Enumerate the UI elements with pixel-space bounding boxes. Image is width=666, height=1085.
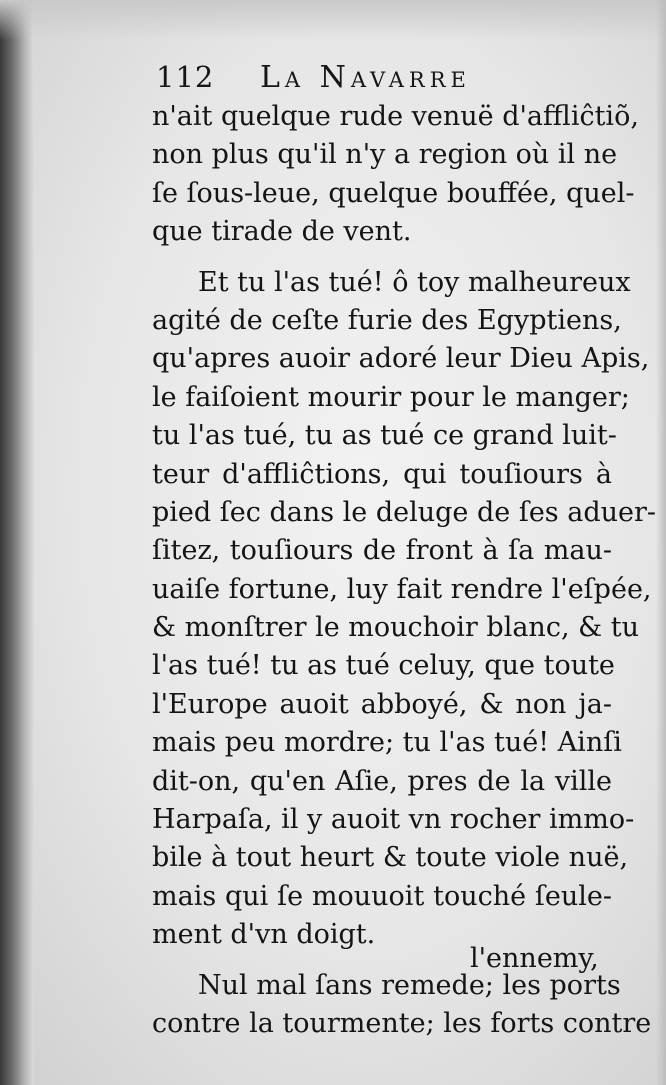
text-line: & monſtrer le mouchoir blanc, & tu [152,612,639,644]
text-line: non plus qu'il n'y a region où il ne [152,139,618,171]
text-line: qu'apres auoir adoré leur Dieu Apis, [152,343,650,375]
text-line: tu l'as tué, tu as tué ce grand luit- [152,420,617,452]
text-line: uaiſe fortune, luy fait rendre l'eſpée, [152,573,652,605]
text-line: ſitez, touſiours de front à ſa mau- [152,535,612,567]
text-line: le faiſoient mourir pour le manger; [152,381,630,413]
text-line: agité de ceſte furie des Egyptiens, [152,304,622,336]
text-line: pied ſec dans le deluge de ſes aduer- [152,496,657,528]
running-title: La Navarre [260,60,471,95]
body-text [152,98,657,1043]
page-header [152,58,512,98]
text-line: mais qui ſe mouuoit touché ſeule- [152,880,612,912]
text-line: contre la tourmente; les forts contre [152,1007,652,1039]
text-line: l'as tué! tu as tué celuy, que toute [152,650,615,682]
text-line: ſe ſous-leue, quelque bouffée, quel- [152,177,635,209]
text-line: bile à tout heurt & toute viole nuë, [152,842,629,874]
text-line: Harpaſa, il y auoit vn rocher immo- [152,804,635,836]
page-top-shadow [0,0,666,40]
text-line: que tirade de vent. [152,216,412,248]
catchword: l'ennemy, [470,943,599,974]
text-line: teur d'affliĉtions, qui touſiours à [152,458,612,490]
page-right-edge [656,0,666,1085]
text-line: mais peu mordre; tu l'as tué! Ainſi [152,727,622,759]
text-line: dit-on, qu'en Aſie, pres de la ville [152,765,612,797]
text-line: Et tu l'as tué! ô toy malheureux [198,266,631,298]
text-line: n'ait quelque rude venuë d'affliĉtiõ, [152,101,639,132]
page-number: 112 [156,60,215,94]
text-line: ment d'vn doigt. [152,919,376,951]
text-line: l'Europe auoit abboyé, & non ja- [152,688,612,720]
binding-gutter [0,0,34,1085]
text-line: Nul mal ſans remede; les ports [198,969,621,1001]
